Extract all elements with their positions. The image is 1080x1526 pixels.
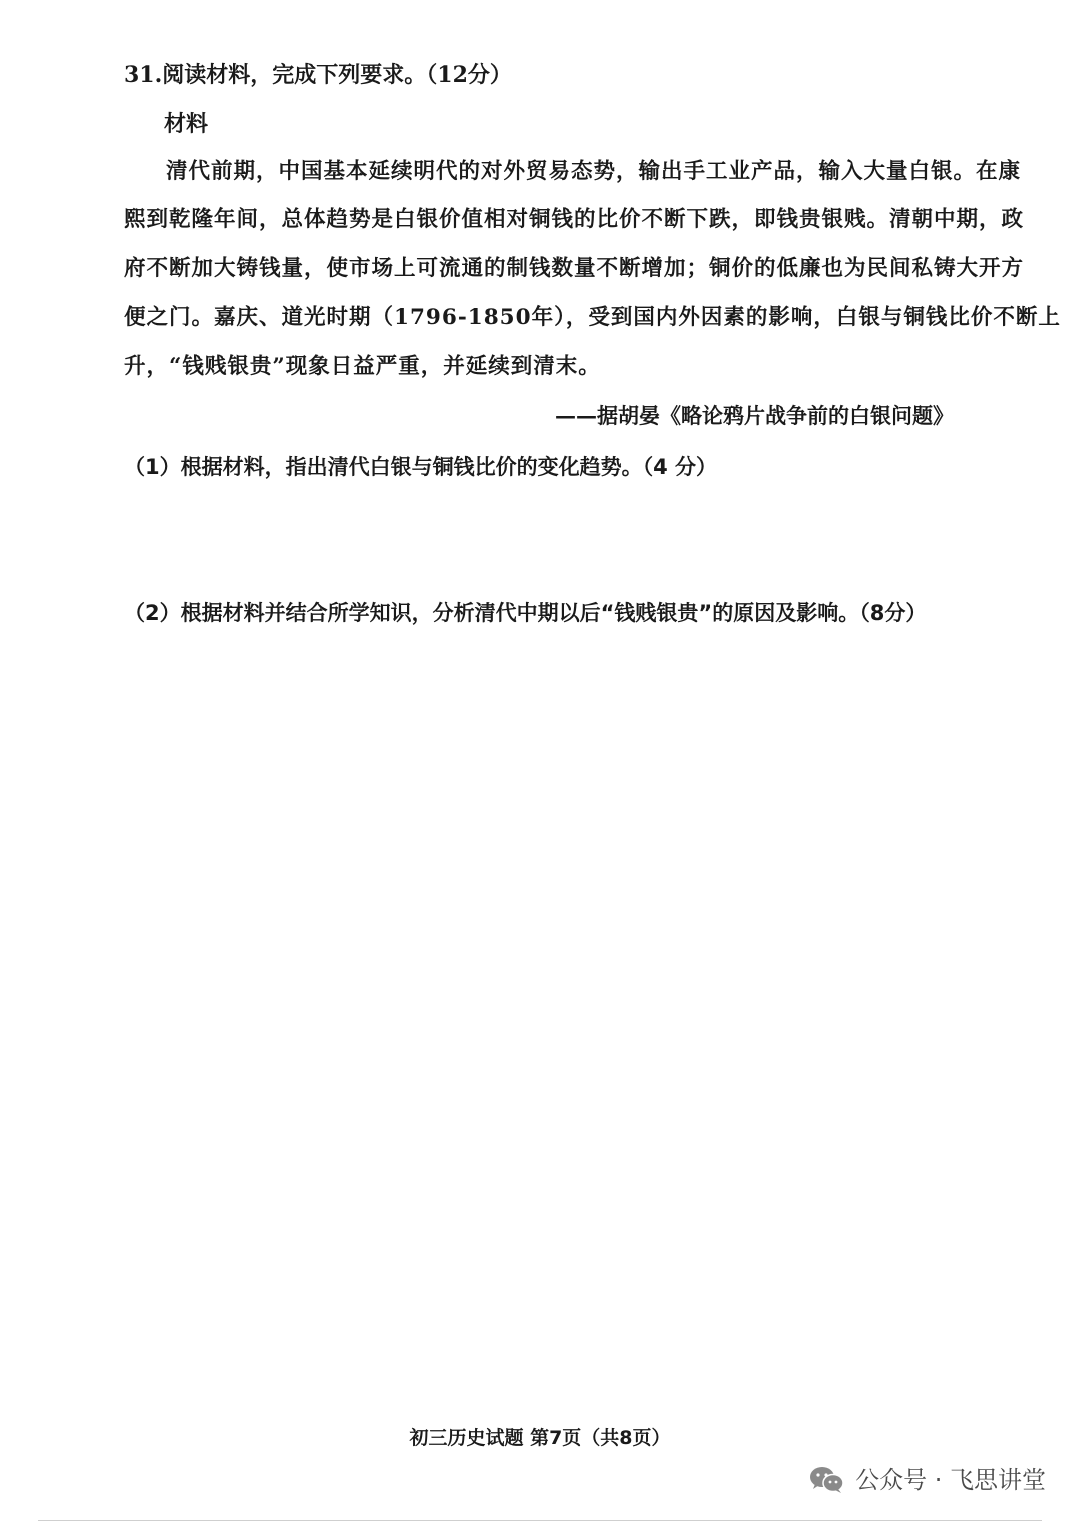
material-line: 府不断加大铸钱量，使市场上可流通的制钱数量不断增加；铜价的低廉也为民间私铸大开方 (124, 256, 1025, 281)
material-source: ——据胡晏《略论鸦片战争前的白银问题》 (555, 403, 954, 428)
watermark (809, 1464, 1046, 1496)
material-line: 便之门。嘉庆、道光时期（1796-1850年），受到国内外因素的影响，白银与铜钱比价不断上 (124, 305, 1061, 330)
wechat-icon (809, 1465, 845, 1495)
bottom-divider (38, 1520, 1042, 1521)
sub-question-1: （1）根据材料，指出清代白银与铜钱比价的变化趋势。（4 分） (124, 455, 718, 479)
material-line: 清代前期，中国基本延续明代的对外贸易态势，输出手工业产品，输入大量白银。在康 (166, 159, 1022, 184)
material-line: 熙到乾隆年间，总体趋势是白银价值相对铜钱的比价不断下跌，即钱贵银贱。清朝中期，政 (124, 207, 1025, 232)
material-label: 材料 (164, 111, 209, 137)
material-line: 升，“钱贱银贵”现象日益严重，并延续到清末。 (124, 354, 601, 379)
question-title: 31.阅读材料，完成下列要求。（12分） (124, 62, 512, 88)
page-footer: 初三历史试题 第7页（共8页） (409, 1427, 671, 1449)
sub-question-2: （2）根据材料并结合所学知识，分析清代中期以后“钱贱银贵”的原因及影响。（8分） (124, 601, 927, 625)
watermark-text: 公众号 · 飞思讲堂 (855, 1466, 1046, 1494)
